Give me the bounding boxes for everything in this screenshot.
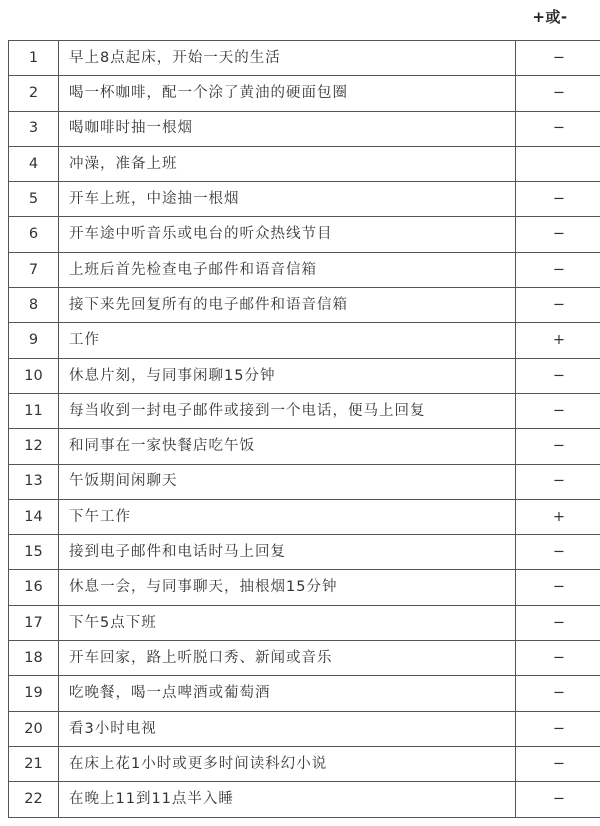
sign-cell: −: [516, 746, 600, 781]
activity-cell: 喝一杯咖啡，配一个涂了黄油的硬面包圈: [59, 76, 516, 111]
sign-cell: −: [516, 182, 600, 217]
table-row: [9, 217, 600, 252]
activity-cell: 开车回家，路上听脱口秀、新闻或音乐: [59, 641, 516, 676]
table-row: [9, 288, 600, 323]
row-number: 13: [9, 464, 59, 499]
row-number: 7: [9, 252, 59, 287]
sign-cell: −: [516, 429, 600, 464]
row-number: 6: [9, 217, 59, 252]
sign-cell: −: [516, 252, 600, 287]
sign-cell: +: [516, 323, 600, 358]
sign-cell: +: [516, 499, 600, 534]
row-number: 19: [9, 676, 59, 711]
sign-cell: −: [516, 605, 600, 640]
row-number: 17: [9, 605, 59, 640]
sign-cell: −: [516, 641, 600, 676]
row-number: 11: [9, 393, 59, 428]
row-number: 16: [9, 570, 59, 605]
sign-cell: −: [516, 76, 600, 111]
table-row: [9, 41, 600, 76]
activity-cell: 在床上花1小时或更多时间读科幻小说: [59, 746, 516, 781]
row-number: 20: [9, 711, 59, 746]
row-number: 21: [9, 746, 59, 781]
row-number: 8: [9, 288, 59, 323]
sign-cell: −: [516, 711, 600, 746]
sign-cell: −: [516, 288, 600, 323]
activity-cell: 开车途中听音乐或电台的听众热线节目: [59, 217, 516, 252]
sign-cell: −: [516, 464, 600, 499]
activity-cell: 下午工作: [59, 499, 516, 534]
table-row: [9, 146, 600, 181]
activity-cell: 吃晚餐，喝一点啤酒或葡萄酒: [59, 676, 516, 711]
row-number: 5: [9, 182, 59, 217]
table-row: [9, 499, 600, 534]
table-row: [9, 323, 600, 358]
row-number: 12: [9, 429, 59, 464]
sign-cell: −: [516, 570, 600, 605]
daily-schedule-table: [8, 40, 600, 818]
sign-cell: −: [516, 676, 600, 711]
activity-cell: 接到电子邮件和电话时马上回复: [59, 535, 516, 570]
table-row: [9, 429, 600, 464]
sign-cell: −: [516, 111, 600, 146]
activity-cell: 工作: [59, 323, 516, 358]
row-number: 15: [9, 535, 59, 570]
table-row: [9, 111, 600, 146]
sign-cell: −: [516, 41, 600, 76]
table-row: [9, 746, 600, 781]
row-number: 18: [9, 641, 59, 676]
table-row: [9, 464, 600, 499]
table-row: [9, 570, 600, 605]
row-number: 22: [9, 782, 59, 817]
activity-cell: 休息一会，与同事聊天，抽根烟15分钟: [59, 570, 516, 605]
activity-cell: 接下来先回复所有的电子邮件和语音信箱: [59, 288, 516, 323]
row-number: 14: [9, 499, 59, 534]
sign-column-header: +或-: [532, 8, 568, 26]
table-row: [9, 358, 600, 393]
activity-cell: 下午5点下班: [59, 605, 516, 640]
table-row: [9, 252, 600, 287]
activity-cell: 喝咖啡时抽一根烟: [59, 111, 516, 146]
table-row: [9, 393, 600, 428]
activity-cell: 每当收到一封电子邮件或接到一个电话，便马上回复: [59, 393, 516, 428]
table-row: [9, 182, 600, 217]
row-number: 3: [9, 111, 59, 146]
row-number: 4: [9, 146, 59, 181]
sign-cell: −: [516, 217, 600, 252]
row-number: 10: [9, 358, 59, 393]
sign-cell: −: [516, 358, 600, 393]
activity-cell: 休息片刻，与同事闲聊15分钟: [59, 358, 516, 393]
activity-cell: 开车上班，中途抽一根烟: [59, 182, 516, 217]
table-row: [9, 676, 600, 711]
sign-cell: −: [516, 535, 600, 570]
activity-cell: 在晚上11到11点半入睡: [59, 782, 516, 817]
activity-cell: 冲澡，准备上班: [59, 146, 516, 181]
activity-cell: 上班后首先检查电子邮件和语音信箱: [59, 252, 516, 287]
activity-cell: 早上8点起床，开始一天的生活: [59, 41, 516, 76]
activity-cell: 午饭期间闲聊天: [59, 464, 516, 499]
row-number: 9: [9, 323, 59, 358]
row-number: 2: [9, 76, 59, 111]
table-row: [9, 605, 600, 640]
sign-cell: −: [516, 782, 600, 817]
row-number: 1: [9, 41, 59, 76]
activity-cell: 看3小时电视: [59, 711, 516, 746]
sign-cell: [516, 146, 600, 181]
table-row: [9, 535, 600, 570]
table-row: [9, 641, 600, 676]
table-row: [9, 711, 600, 746]
schedule-body: [9, 41, 600, 818]
table-row: [9, 76, 600, 111]
activity-cell: 和同事在一家快餐店吃午饭: [59, 429, 516, 464]
sign-cell: −: [516, 393, 600, 428]
table-row: [9, 782, 600, 817]
